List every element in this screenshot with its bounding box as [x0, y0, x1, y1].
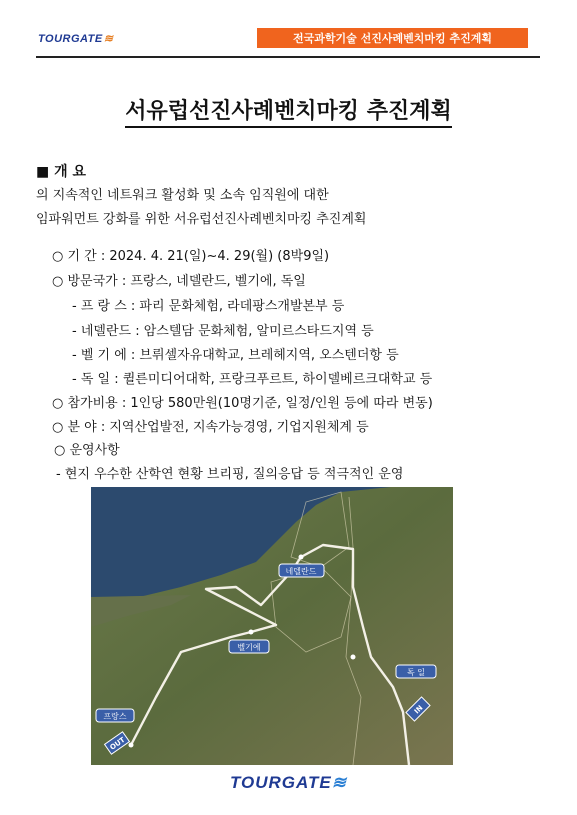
period-item: ○ 기 간 : 2024. 4. 21(일)~4. 29(월) (8박9일) — [52, 249, 330, 264]
label-france: 프랑스 — [103, 712, 127, 721]
cost-item: ○ 참가비용 : 1인당 580만원(10명기준, 일정/인원 등에 따라 변동) — [52, 396, 433, 411]
header-banner — [257, 28, 528, 48]
label-belgium: 벨기에 — [237, 643, 261, 652]
label-netherlands: 네델란드 — [285, 567, 317, 576]
operation-subitem: - 현지 우수한 산학연 현황 브리핑, 질의응답 등 적극적인 운영 — [56, 467, 404, 482]
logo-text: TOURGATE — [38, 33, 103, 45]
intro-line-2: 임파워먼트 강화를 위한 서유럽선진사례벤치마킹 추진계획 — [36, 212, 367, 227]
city-dot-brussels — [249, 630, 254, 635]
operation-item: ○ 운영사항 — [54, 443, 120, 458]
intro-line-1: 의 지속적인 네트워크 활성화 및 소속 임직원에 대한 — [36, 188, 329, 203]
city-dot-paris — [129, 743, 134, 748]
route-map — [91, 487, 453, 765]
header-divider — [36, 56, 540, 58]
field-item: ○ 분 야 : 지역산업발전, 지속가능경영, 기업지원체계 등 — [52, 420, 369, 435]
countries-item: ○ 방문국가 : 프랑스, 네델란드, 벨기에, 독일 — [52, 274, 306, 289]
city-dot-cologne — [351, 655, 356, 660]
france-subitem: - 프 랑 스 : 파리 문화체험, 라데팡스개발본부 등 — [72, 299, 345, 314]
label-out: OUT — [108, 735, 127, 752]
tourgate-logo-top — [38, 32, 113, 45]
city-dot-amsterdam — [299, 555, 304, 560]
tourgate-logo-bottom — [0, 773, 577, 793]
label-germany: 독 일 — [407, 668, 425, 677]
section-heading: ■ 개 요 — [36, 164, 87, 180]
belgium-subitem: - 벨 기 에 : 브뤼셀자유대학교, 브레헤지역, 오스텐더항 등 — [72, 348, 399, 363]
page-title-text: 서유럽선진사례벤치마킹 추진계획 — [125, 99, 451, 128]
page-title — [0, 94, 577, 125]
wave-icon: ≋ — [331, 773, 348, 792]
germany-subitem: - 독 일 : 퀼른미디어대학, 프랑크푸르트, 하이델베르크대학교 등 — [72, 372, 433, 387]
netherlands-subitem: - 네델란드 : 암스텔담 문화체험, 알미르스타드지역 등 — [72, 324, 374, 339]
banner-text: 전국과학기술 선진사례벤치마킹 추진계획 — [293, 32, 492, 45]
footer-logo-text: TOURGATE — [229, 773, 332, 792]
wave-icon: ≋ — [103, 33, 114, 45]
route-map-image — [91, 487, 453, 765]
label-in: IN — [412, 703, 425, 716]
